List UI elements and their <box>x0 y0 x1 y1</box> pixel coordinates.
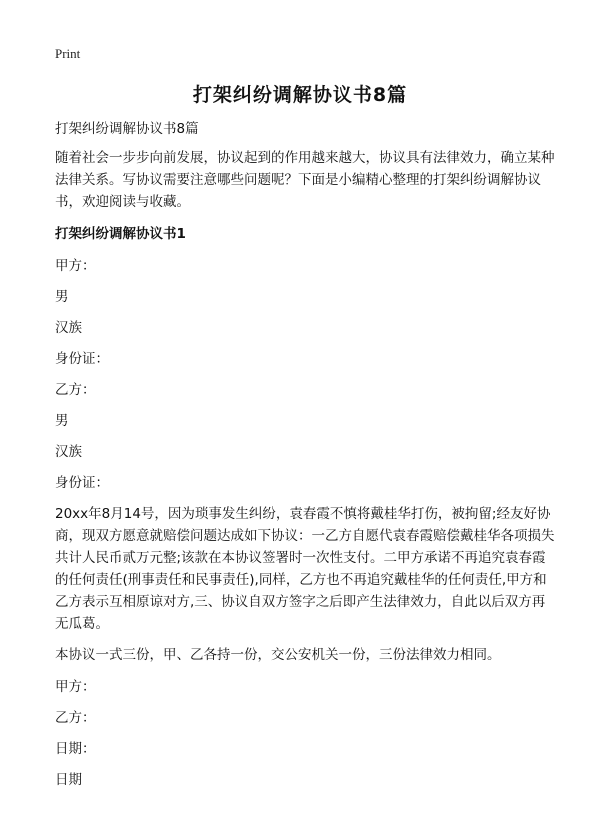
agreement-body-paragraph: 20xx年8月14号，因为琐事发生纠纷，袁春霞不慎将戴桂华打伤，被拘留;经友好协商，现双方愿意就赔偿问题达成如下协议：一乙方自愿代袁春霞赔偿戴桂华各项损失共计人民币贰万元整;该款在本协议签署时一次性支付。二甲方承诺不再追究袁春霞的任何责任(刑事责任和民事责任),同样，乙方也不再追究戴桂华的任何责任,甲方和乙方表示互相原谅对方,三、协议自双方签字之后即产生法律效力，自此以后双方再无瓜葛。 <box>55 506 555 632</box>
document-subtitle: 打架纠纷调解协议书8篇 <box>55 121 199 137</box>
intro-paragraph: 随着社会一步步向前发展，协议起到的作用越来越大，协议具有法律效力，确立某种法律关系。写协议需要注意哪些问题呢？下面是小编精心整理的打架纠纷调解协议书，欢迎阅读与收藏。 <box>55 150 555 210</box>
party-a-gender: 男 <box>55 289 69 305</box>
party-a-id-label: 身份证： <box>55 351 109 367</box>
print-link[interactable]: Print <box>55 46 81 61</box>
signature-date: 日期： <box>55 741 96 757</box>
document-body <box>55 118 555 800</box>
signature-party-a: 甲方： <box>55 679 96 695</box>
party-b-ethnicity: 汉族 <box>55 444 82 460</box>
section-heading: 打架纠纷调解协议书1 <box>55 226 186 242</box>
page-title: 打架纠纷调解协议书8篇 <box>192 84 408 106</box>
signature-date-second: 日期 <box>55 772 82 788</box>
party-a-ethnicity: 汉族 <box>55 320 82 336</box>
party-a-label: 甲方： <box>55 258 96 274</box>
party-b-gender: 男 <box>55 413 69 429</box>
signature-party-b: 乙方： <box>55 710 96 726</box>
copies-clause: 本协议一式三份，甲、乙各持一份，交公安机关一份，三份法律效力相同。 <box>55 647 501 663</box>
party-b-label: 乙方： <box>55 382 96 398</box>
party-b-id-label: 身份证： <box>55 475 109 491</box>
